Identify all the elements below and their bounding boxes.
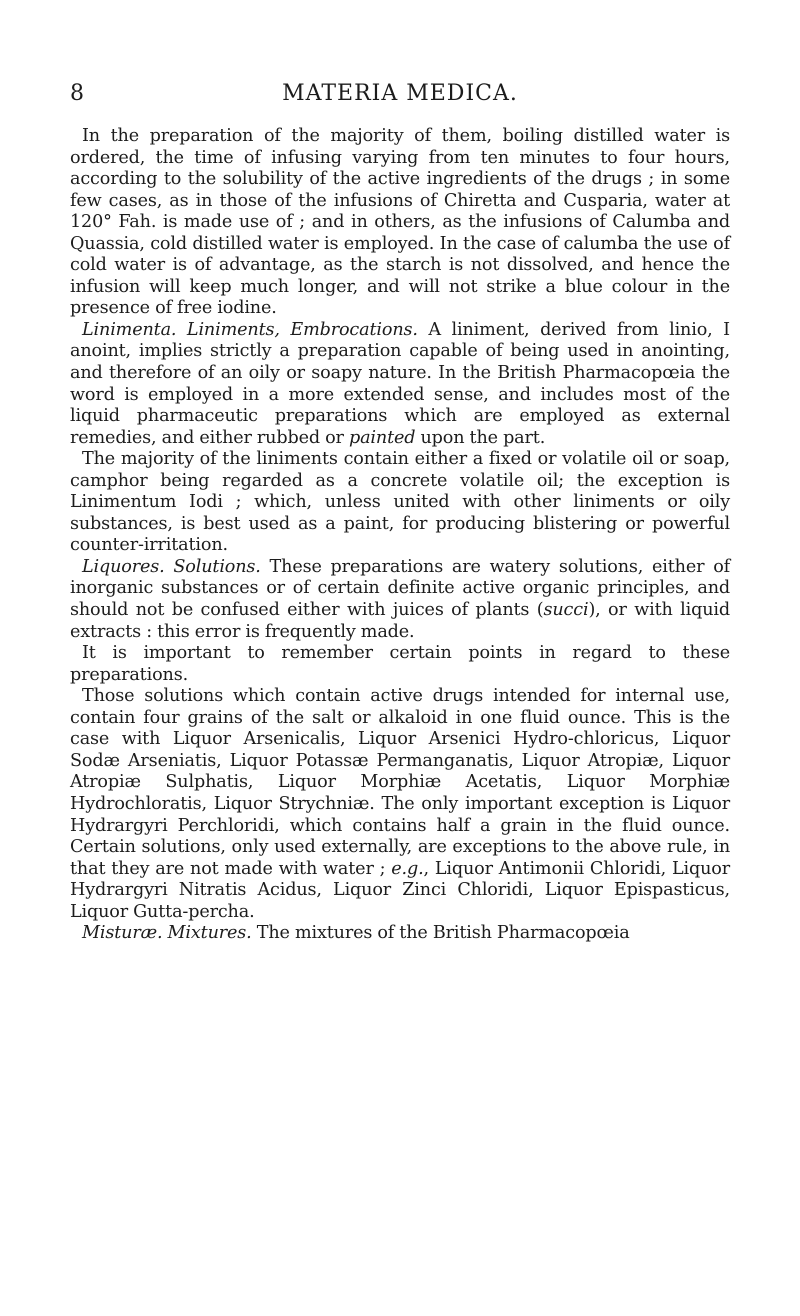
italic-term: succi: [543, 600, 589, 621]
body-text: [70, 126, 730, 945]
paragraph-misturae: [70, 923, 730, 945]
paragraph-important-points: [70, 643, 730, 686]
paragraph-text: These preparations are watery solutions, either of inorganic substances or of certain definite active organic principles, and should not be confused either with juices of plants (: [70, 556, 730, 621]
italic-term: painted: [348, 427, 416, 448]
paragraph-text: In the preparation of the majority of them, boiling distilled water is ordered, the time of infusing varying from ten minutes to four hours, according to the solubility of the active ingredients of the drugs ; in some few cases, as in those of the infusions of Chiretta and Cusparia, water at 120° Fah. is made use of ; and in others, as the infusions of Calumba and Quassia, cold distilled water is employed. In the case of calumba the use of cold water is of advantage, as the starch is not dissolved, and hence the infusion will keep much longer, and will not strike a blue colour in the presence of free iodine.: [70, 126, 730, 319]
paragraph-liniments-majority: [70, 449, 730, 557]
paragraph-solutions: [70, 686, 730, 923]
paragraph-linimenta: [70, 320, 730, 449]
paragraph-text: It is important to remember certain points in regard to these preparations.: [70, 643, 730, 685]
page-header: [70, 80, 730, 116]
paragraph-text: The majority of the liniments contain either a fixed or volatile oil or soap, camphor being regarded as a concrete volatile oil; the exception is Linimentum Iodi ; which, unless united with other liniments or oily substances, is best used as a paint, for producing blistering or powerful counter-irritation.: [70, 449, 730, 556]
section-heading-liquores: Liquores. Solutions.: [82, 556, 261, 577]
section-heading-misturae: Misturæ. Mixtures.: [82, 923, 252, 944]
paragraph-liquores: [70, 557, 730, 643]
paragraph-text: The mixtures of the British Pharmacopœia: [251, 923, 630, 944]
paragraph-text: Those solutions which contain active drugs intended for internal use, contain four grains of the salt or alkaloid in one fluid ounce. This is the case with Liquor Arsenicalis, Liquor Arsenici Hydro-chloricus, Liquor Sodæ Arseniatis, Liquor Potassæ Permanganatis, Liquor Atropiæ, Liquor Atropiæ Sulphatis, Liquor Morphiæ Acetatis, Liquor Morphiæ Hydrochloratis, Liquor Strychniæ. The only important exception is Liquor Hydrargyri Perchloridi, which contains half a grain in the fluid ounce. Certain solutions, only used externally, are exceptions to the above rule, in that they are not made with water ;: [70, 686, 730, 879]
paragraph-infusions: [70, 126, 730, 320]
italic-term: e.g.: [391, 858, 424, 879]
paragraph-text: A liniment, derived from linio, I anoint, implies strictly a preparation capable of being used in anointing, and therefore of an oily or soapy nature. In the British Pharmacopœia the word is employed in a more extended sense, and includes most of the liquid pharmaceutic preparations which are employed as external remedies, and either rubbed or: [70, 319, 730, 448]
paragraph-text: , Liquor Antimonii Chloridi, Liquor Hydrargyri Nitratis Acidus, Liquor Zinci Chloridi, Liquor Epispasticus, Liquor Gutta-percha.: [70, 858, 731, 922]
section-heading-linimenta: Linimenta. Liniments, Embrocations.: [82, 319, 418, 340]
running-title: MATERIA MEDICA.: [282, 81, 518, 106]
paragraph-text: upon the part.: [415, 427, 546, 448]
page-number: 8: [70, 81, 84, 106]
paragraph-text: ), or with liquid extracts : this error is frequently made.: [70, 600, 730, 642]
